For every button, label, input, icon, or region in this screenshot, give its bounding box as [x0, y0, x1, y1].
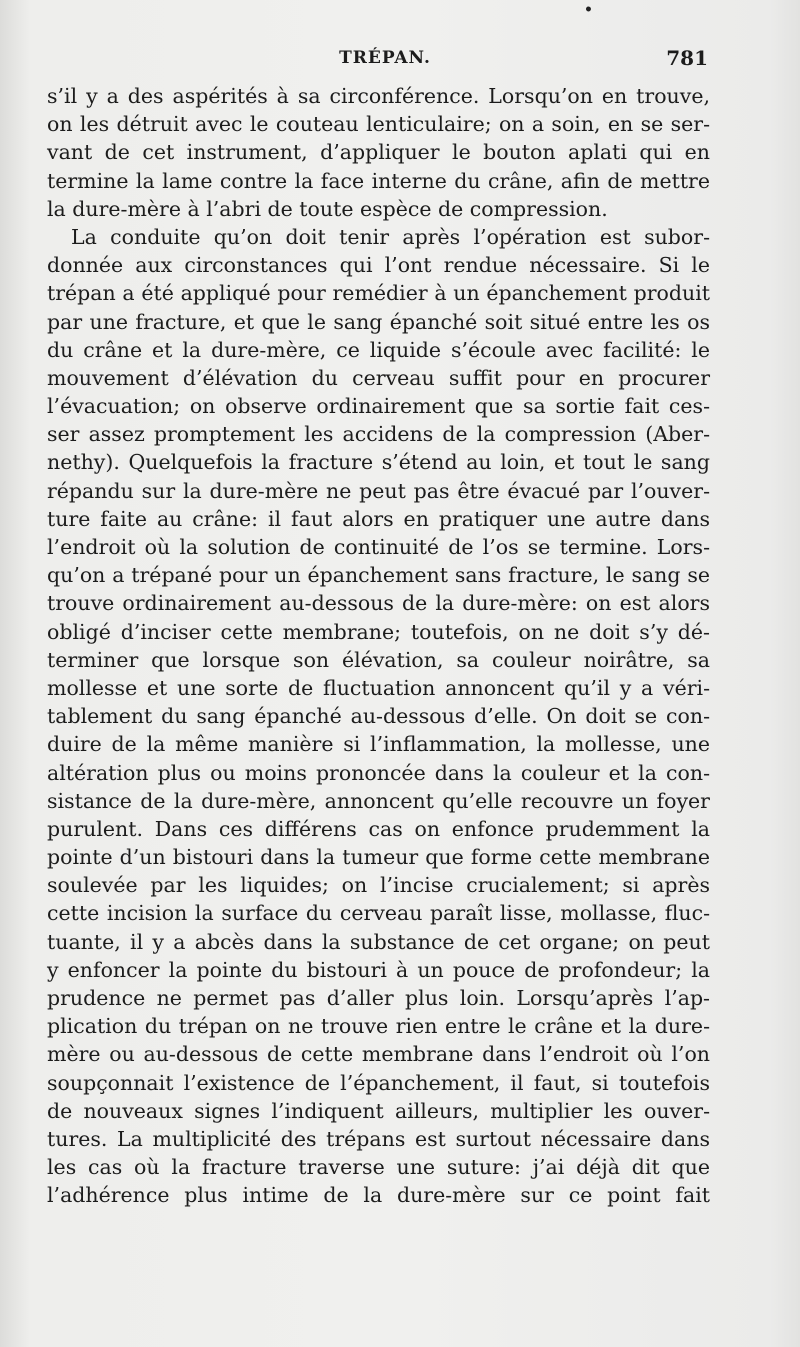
- text-line: obligé d’inciser cette membrane; toutefois, on ne doit s’y dé-: [47, 619, 710, 644]
- page-number: 781: [666, 46, 708, 70]
- top-mark: •: [584, 2, 593, 18]
- text-line: mère ou au-dessous de cette membrane dans l’endroit où l’on: [47, 1042, 710, 1067]
- text-line: l’adhérence plus intime de la dure-mère sur ce point fait: [47, 1183, 710, 1208]
- text-line: qu’on a trépané pour un épanchement sans fracture, le sang se: [47, 563, 710, 588]
- text-line: nethy). Quelquefois la fracture s’étend au loin, et tout le sang: [47, 450, 710, 475]
- text-line: mouvement d’élévation du cerveau suffit pour en procurer: [47, 365, 710, 390]
- text-line: vant de cet instrument, d’appliquer le bouton aplati qui en: [47, 140, 710, 165]
- text-line: terminer que lorsque son élévation, sa couleur noirâtre, sa: [47, 647, 710, 672]
- text-line: purulent. Dans ces différens cas on enfonce prudemment la: [47, 816, 710, 841]
- text-line: duire de la même manière si l’inflammation, la mollesse, une: [47, 732, 710, 757]
- text-line: la dure-mère à l’abri de toute espèce de compression.: [47, 196, 608, 221]
- text-line: par une fracture, et que le sang épanché soit situé entre les os: [47, 309, 710, 334]
- text-line: prudence ne permet pas d’aller plus loin. Lorsqu’après l’ap-: [47, 986, 710, 1010]
- text-line: ser assez promptement les accidens de la compression (Aber-: [47, 422, 710, 447]
- text-line: ture faite au crâne: il faut alors en pratiquer une autre dans: [47, 506, 710, 531]
- text-line: trouve ordinairement au-dessous de la dure-mère: on est alors: [47, 591, 710, 616]
- text-line: pointe d’un bistouri dans la tumeur que forme cette membrane: [47, 845, 710, 870]
- text-line: tuante, il y a abcès dans la substance de cet organe; on peut: [47, 929, 710, 954]
- text-line: sistance de la dure-mère, annoncent qu’elle recouvre un foyer: [47, 788, 710, 813]
- running-title: TRÉPAN.: [339, 48, 431, 68]
- text-line: l’évacuation; on observe ordinairement que sa sortie fait ces-: [47, 394, 710, 419]
- text-line: s’il y a des aspérités à sa circonférence. Lorsqu’on en trouve,: [47, 84, 710, 108]
- text-line: trépan a été appliqué pour remédier à un épanchement produit: [47, 281, 710, 306]
- text-line: La conduite qu’on doit tenir après l’opération est subor-: [71, 224, 710, 249]
- text-line: répandu sur la dure-mère ne peut pas être évacué par l’ouver-: [47, 478, 710, 503]
- body-text: [47, 82, 710, 1210]
- text-line: altération plus ou moins prononcée dans la couleur et la con-: [47, 760, 710, 785]
- text-line: plication du trépan on ne trouve rien entre le crâne et la dure-: [47, 1014, 710, 1039]
- text-line: mollesse et une sorte de fluctuation annoncent qu’il y a véri-: [47, 675, 710, 700]
- text-line: de nouveaux signes l’indiquent ailleurs, multiplier les ouver-: [47, 1098, 710, 1123]
- text-line: soulevée par les liquides; on l’incise crucialement; si après: [47, 873, 710, 898]
- text-line: les cas où la fracture traverse une suture: j’ai déjà dit que: [47, 1155, 710, 1180]
- text-line: soupçonnait l’existence de l’épanchement, il faut, si toutefois: [47, 1070, 710, 1095]
- text-line: termine la lame contre la face interne du crâne, afin de mettre: [47, 168, 710, 193]
- text-line: tablement du sang épanché au-dessous d’elle. On doit se con-: [47, 704, 710, 729]
- text-line: l’endroit où la solution de continuité de l’os se termine. Lors-: [47, 535, 710, 559]
- text-line: tures. La multiplicité des trépans est surtout nécessaire dans: [47, 1126, 710, 1151]
- text-line: donnée aux circonstances qui l’ont rendue nécessaire. Si le: [47, 253, 710, 278]
- text-line: on les détruit avec le couteau lenticulaire; on a soin, en se ser-: [47, 112, 710, 137]
- text-line: y enfoncer la pointe du bistouri à un pouce de profondeur; la: [47, 957, 710, 982]
- text-line: cette incision la surface du cerveau paraît lisse, mollasse, fluc-: [47, 901, 710, 926]
- text-line: du crâne et la dure-mère, ce liquide s’écoule avec facilité: le: [47, 337, 710, 362]
